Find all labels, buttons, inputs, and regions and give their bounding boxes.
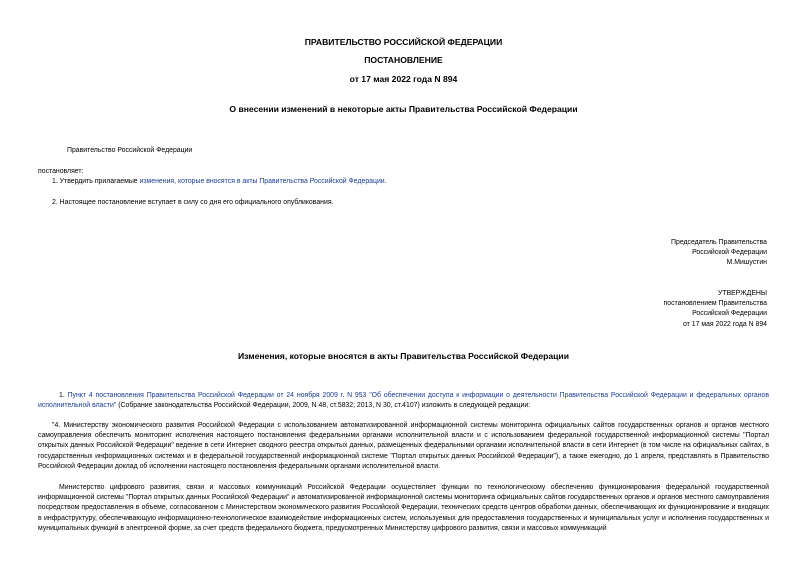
resolves-text: постановляет: <box>38 168 84 175</box>
signature-name: М.Мишустин <box>726 259 767 267</box>
resolution-953-link[interactable]: Пункт 4 постановления Правительства Российской Федерации от 24 ноября 2009 г. N 953 "Об обеспечении доступа к информации о деятельности Правительства Российской Федерации и федеральных органов исполнительной власти" <box>38 392 769 410</box>
changes-paragraph-1 <box>38 391 769 411</box>
issuer-text: Правительство Российской Федерации <box>67 147 193 154</box>
approved-line-4: от 17 мая 2022 года N 894 <box>683 320 767 328</box>
signature-line-1: Председатель Правительства <box>671 239 767 246</box>
changes-link[interactable]: изменения, которые вносятся в акты Правительства Российской Федерации <box>139 178 385 185</box>
item-1-prefix: 1. Утвердить прилагаемые <box>52 178 140 185</box>
changes-paragraph-2: Министерство цифрового развития, связи и массовых коммуникаций Российской Федерации осуществляет функции по технологическому обеспечению функционирования федеральной государственной информационной системы "Портал открытых данных Российской Федерации" и автоматизированной информационной системы мониторинга официальных сайтов государственных органов и органов местного самоуправления посредством предоставления в объеме, согласованном с Министерством экономического развития Российской Федерации, технических средств центров обработки данных, обеспечивающих их функционирование и входящих в инфраструктуру, обеспечивающую информационно-технологическое взаимодействие информационных систем, используемых для предоставления государственных и муниципальных услуг и исполнения государственных и муниципальных функций в электронной форме, за счет средств федерального бюджета, предусмотренных Министерству цифрового развития, связи и массовых коммуникаций <box>38 484 769 532</box>
approved-line-1: УТВЕРЖДЕНЫ <box>718 290 767 297</box>
document-title: О внесении изменений в некоторые акты Правительства Российской Федерации <box>229 104 578 114</box>
government-heading: ПРАВИТЕЛЬСТВО РОССИЙСКОЙ ФЕДЕРАЦИИ <box>304 37 503 47</box>
item-2: 2. Настоящее постановление вступает в силу со дня его официального опубликования. <box>52 199 334 206</box>
document-type: ПОСТАНОВЛЕНИЕ <box>364 55 443 65</box>
para-1-prefix: 1. <box>59 392 68 399</box>
para-1-middle: (Собрание законодательства Российской Федерации, 2009, N 48, ст.5832; 2013, N 30, ст.4107) изложить в следующей редакции: <box>116 402 531 410</box>
item-1-suffix: . <box>384 178 387 185</box>
approved-line-3: Российской Федерации <box>692 310 767 318</box>
item-1 <box>52 177 387 187</box>
signature-block <box>517 238 767 269</box>
quoted-clause-4: "4. Министерству экономического развития Российской Федерации с использованием автоматизированной информационной системы мониторинга официальных сайтов государственных органов и органов местного самоуправления обеспечить мониторинг исполнения настоящего постановления федеральными органами исполнительной власти и с использованием федеральной государственной информационной системы "Портал открытых данных Российской Федерации" ведение в сети Интернет сводного реестра открытых данных, размещенных федеральными органами исполнительной власти в сети Интернет (в том числе на официальных сайтах, в государственных информационных системах и в федеральной государственной информационной системе "Портал открытых данных Российской Федерации"), а также ежегодно, до 1 апреля, представлять в Правительство Российской Федерации доклад об исполнении настоящего постановления федеральными органами исполнительной власти. <box>38 422 769 470</box>
signature-line-2: Российской Федерации <box>692 249 767 257</box>
approved-line-2: постановлением Правительства <box>663 300 767 308</box>
document-date-number: от 17 мая 2022 года N 894 <box>349 74 458 84</box>
approved-block <box>517 289 767 330</box>
changes-title: Изменения, которые вносятся в акты Правительства Российской Федерации <box>237 351 569 361</box>
